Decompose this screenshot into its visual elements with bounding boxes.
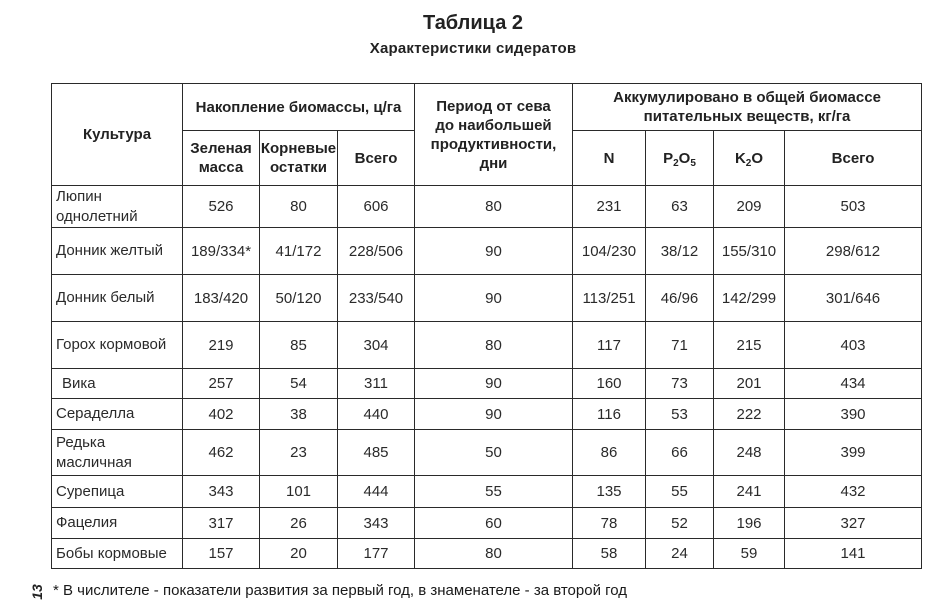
root-residue-cell: 38	[260, 399, 338, 430]
nutrients-total-cell: 503	[785, 186, 922, 228]
biomass-total-cell: 343	[338, 508, 415, 539]
biomass-total-cell: 444	[338, 476, 415, 508]
p2o5-cell: 53	[646, 399, 714, 430]
period-cell: 90	[415, 228, 573, 275]
n-cell: 86	[573, 430, 646, 476]
page-number: 13	[29, 584, 45, 600]
root-residue-cell: 101	[260, 476, 338, 508]
green-mass-cell: 257	[183, 369, 260, 399]
period-header: Период от сева до наибольшей продуктивности, дни	[415, 84, 573, 186]
nutrients-total-cell: 403	[785, 322, 922, 369]
n-cell: 104/230	[573, 228, 646, 275]
green-mass-cell: 462	[183, 430, 260, 476]
biomass-total-cell: 485	[338, 430, 415, 476]
root-residue-cell: 26	[260, 508, 338, 539]
p2o5-cell: 55	[646, 476, 714, 508]
table-title: Таблица 2	[422, 12, 524, 34]
p2o5-cell: 73	[646, 369, 714, 399]
nutrients-total-cell: 141	[785, 539, 922, 569]
root-residue-cell: 54	[260, 369, 338, 399]
root-residue-cell: 20	[260, 539, 338, 569]
p2o5-cell: 71	[646, 322, 714, 369]
biomass-total-cell: 233/540	[338, 275, 415, 322]
k2o-cell: 248	[714, 430, 785, 476]
k2o-cell: 142/299	[714, 275, 785, 322]
period-cell: 90	[415, 369, 573, 399]
biomass-total-cell: 177	[338, 539, 415, 569]
culture-name: Горох кормовой	[52, 322, 183, 369]
period-cell: 90	[415, 275, 573, 322]
table-row	[52, 228, 922, 275]
root-residue-cell: 41/172	[260, 228, 338, 275]
n-cell: 78	[573, 508, 646, 539]
culture-name: Фацелия	[52, 508, 183, 539]
period-cell: 55	[415, 476, 573, 508]
nutrients-total-header: Всего	[785, 131, 922, 186]
k2o-cell: 201	[714, 369, 785, 399]
n-cell: 117	[573, 322, 646, 369]
biomass-total-cell: 311	[338, 369, 415, 399]
root-residue-cell: 85	[260, 322, 338, 369]
n-cell: 113/251	[573, 275, 646, 322]
k2o-cell: 59	[714, 539, 785, 569]
k2o-cell: 215	[714, 322, 785, 369]
footnote: * В числителе - показатели развития за первый год, в знаменателе - за второй год	[53, 582, 628, 599]
nutrients-total-cell: 432	[785, 476, 922, 508]
k2o-header: $K_2O$	[714, 131, 785, 186]
k2o-cell: 222	[714, 399, 785, 430]
n-cell: 135	[573, 476, 646, 508]
nutrients-total-cell: 298/612	[785, 228, 922, 275]
nutrients-total-cell: 399	[785, 430, 922, 476]
p2o5-cell: 24	[646, 539, 714, 569]
culture-name: Редька масличная	[52, 430, 183, 476]
nutrients-total-cell: 327	[785, 508, 922, 539]
nutrients-group-header: Аккумулировано в общей биомассе питательных веществ, кг/га	[573, 84, 922, 131]
root-residue-cell: 50/120	[260, 275, 338, 322]
culture-header: Культура	[52, 84, 183, 186]
green-mass-cell: 219	[183, 322, 260, 369]
green-mass-header: Зеленая масса	[183, 131, 260, 186]
biomass-total-cell: 440	[338, 399, 415, 430]
table-row	[52, 539, 922, 569]
table-row	[52, 476, 922, 508]
table-row	[52, 399, 922, 430]
green-mass-cell: 402	[183, 399, 260, 430]
p2o5-cell: 38/12	[646, 228, 714, 275]
table-row	[52, 322, 922, 369]
k2o-cell: 209	[714, 186, 785, 228]
period-cell: 80	[415, 186, 573, 228]
p2o5-cell: 52	[646, 508, 714, 539]
table-subtitle: Характеристики сидератов	[369, 40, 577, 57]
nutrients-total-cell: 301/646	[785, 275, 922, 322]
k2o-cell: 241	[714, 476, 785, 508]
green-mass-cell: 526	[183, 186, 260, 228]
biomass-total-cell: 606	[338, 186, 415, 228]
table-row	[52, 430, 922, 476]
culture-name: Донник белый	[52, 275, 183, 322]
period-cell: 80	[415, 539, 573, 569]
table-row	[52, 186, 922, 228]
p2o5-cell: 66	[646, 430, 714, 476]
table-row	[52, 369, 922, 399]
nutrients-total-cell: 390	[785, 399, 922, 430]
biomass-total-cell: 228/506	[338, 228, 415, 275]
n-cell: 231	[573, 186, 646, 228]
green-mass-cell: 189/334*	[183, 228, 260, 275]
biomass-total-cell: 304	[338, 322, 415, 369]
root-residue-header: Корневые остатки	[260, 131, 338, 186]
n-cell: 58	[573, 539, 646, 569]
k2o-cell: 155/310	[714, 228, 785, 275]
n-cell: 160	[573, 369, 646, 399]
biomass-group-header: Накопление биомассы, ц/га	[183, 84, 415, 131]
culture-name: Донник желтый	[52, 228, 183, 275]
period-cell: 80	[415, 322, 573, 369]
root-residue-cell: 80	[260, 186, 338, 228]
culture-name: Бобы кормовые	[52, 539, 183, 569]
green-mass-cell: 343	[183, 476, 260, 508]
green-mass-cell: 157	[183, 539, 260, 569]
k2o-cell: 196	[714, 508, 785, 539]
biomass-total-header: Всего	[338, 131, 415, 186]
green-mass-cell: 317	[183, 508, 260, 539]
p2o5-cell: 63	[646, 186, 714, 228]
nutrients-total-cell: 434	[785, 369, 922, 399]
root-residue-cell: 23	[260, 430, 338, 476]
p2o5-header: $P_2O_5$	[646, 131, 714, 186]
period-cell: 60	[415, 508, 573, 539]
period-cell: 50	[415, 430, 573, 476]
n-header: N	[573, 131, 646, 186]
culture-name: Люпин однолетний	[52, 186, 183, 228]
table-row	[52, 508, 922, 539]
p2o5-cell: 46/96	[646, 275, 714, 322]
culture-name: Вика	[52, 369, 183, 399]
table-row	[52, 275, 922, 322]
green-mass-cell: 183/420	[183, 275, 260, 322]
culture-name: Сераделла	[52, 399, 183, 430]
period-cell: 90	[415, 399, 573, 430]
siderates-table	[51, 83, 922, 569]
culture-name: Сурепица	[52, 476, 183, 508]
n-cell: 116	[573, 399, 646, 430]
